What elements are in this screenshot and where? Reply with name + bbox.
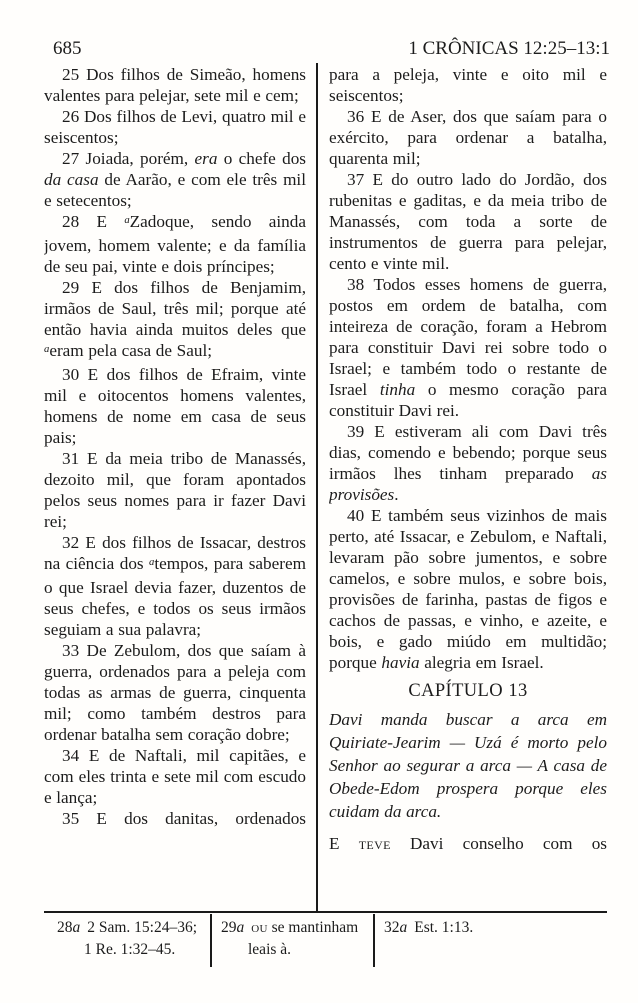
chapter-13-summary: Davi manda buscar a arca em Quiriate-Jearim — Uzá é morto pelo Senhor ao segurar a arca — A casa de Obede-Edom prospera porque eles cuidam da arca. [329,710,607,821]
column-divider-line [316,63,318,912]
verse-25: 25 Dos filhos de Simeão, homens valentes para pelejar, sete mil e cem; [44,65,306,105]
verse-30: 30 E dos filhos de Efraim, vinte mil e oitocentos homens valentes, homens de nome em casa de seus pais; [44,365,306,447]
right-text-column [329,64,607,912]
verse-31: 31 E da meia tribo de Manassés, dezoito mil, que foram apontados pelos seus nomes para ir fazer Davi rei; [44,449,306,531]
verse-35-continuation: para a peleja, vinte e oito mil e seiscentos; [329,65,607,105]
footnote-28a: 28a 2 Sam. 15:24–36; 1 Re. 1:32–45. [57,919,198,958]
footnote-separator-line [210,914,212,967]
running-head-reference: 1 CRÔNICAS 12:25–13:1 [408,38,610,59]
footnote-reference-number: 29a [221,919,245,936]
footnote-reference-number: 28a [57,919,81,936]
verse-37: 37 E do outro lado do Jordão, dos rubenitas e gaditas, e da meia tribo de Manassés, com toda a sorte de instrumentos de guerra para pelejar, cento e vinte mil. [329,170,607,273]
footnote-32a: 32a Est. 1:13. [384,919,474,936]
page-header [44,38,610,60]
verse-35: 35 E dos danitas, ordenados [62,809,306,828]
footnote-rule [44,911,607,913]
verse-38: 38 Todos esses homens de guerra, postos em ordem de batalha, com inteireza de coração, foram a Hebrom para constituir Davi rei sobre todo o Israel; e também todo o restante de Israel tinha o mesmo coração para constituir Davi rei. [329,275,607,420]
verse-40: 40 E também seus vizinhos de mais perto, até Issacar, e Zebulom, e Naftali, levaram pão sobre jumentos, e sobre camelos, e sobre mulos, e sobre bois, provisões de farinha, pastas de figos e cachos de passas, e vinho, e azeite, e bois, e gado miúdo em multidão; porque havia alegria em Israel. [329,506,607,672]
verse-28: 28 E $^a$Zadoque, sendo ainda jovem, homem valente; e da família de seu pai, vinte e dois príncipes; [44,212,306,276]
verse-27: 27 Joiada, porém, era o chefe dos da casa de Aarão, e com ele três mil e setecentos; [44,149,306,210]
verse-39: 39 E estiveram ali com Davi três dias, comendo e bebendo; porque seus irmãos lhes tinham preparado as provisões. [329,422,607,504]
verse-26: 26 Dos filhos de Levi, quatro mil e seiscentos; [44,107,306,147]
verse-29: 29 E dos filhos de Benjamim, irmãos de Saul, três mil; porque até então havia ainda muitos deles que $^a$eram pela casa de Saul; [44,278,306,360]
left-text-column [44,64,306,912]
footnote-29a: 29a ou se mantinham leais à. [221,919,359,958]
verse-34: 34 E de Naftali, mil capitães, e com eles trinta e sete mil com escudo e lança; [44,746,306,807]
chapter-13-heading: CAPÍTULO 13 [408,681,528,701]
verse-33: 33 De Zebulom, dos que saíam à guerra, ordenados para a peleja com todas as armas de guerra, cinquenta mil; como também destros para ordenar batalha sem coração dobre; [44,641,306,744]
verse-36: 36 E de Aser, dos que saíam para o exército, para ordenar a batalha, quarenta mil; [329,107,607,168]
verse-32: 32 E dos filhos de Issacar, destros na ciência dos $^a$tempos, para saberem o que Israel devia fazer, duzentos de seus chefes, e todos os seus irmãos seguiam a sua palavra; [44,533,306,639]
verse-13-1: E teve Davi conselho com os [329,834,607,853]
footnote-separator-line [373,914,375,967]
footnote-reference-number: 32a [384,919,408,936]
page-number: 685 [53,38,82,59]
